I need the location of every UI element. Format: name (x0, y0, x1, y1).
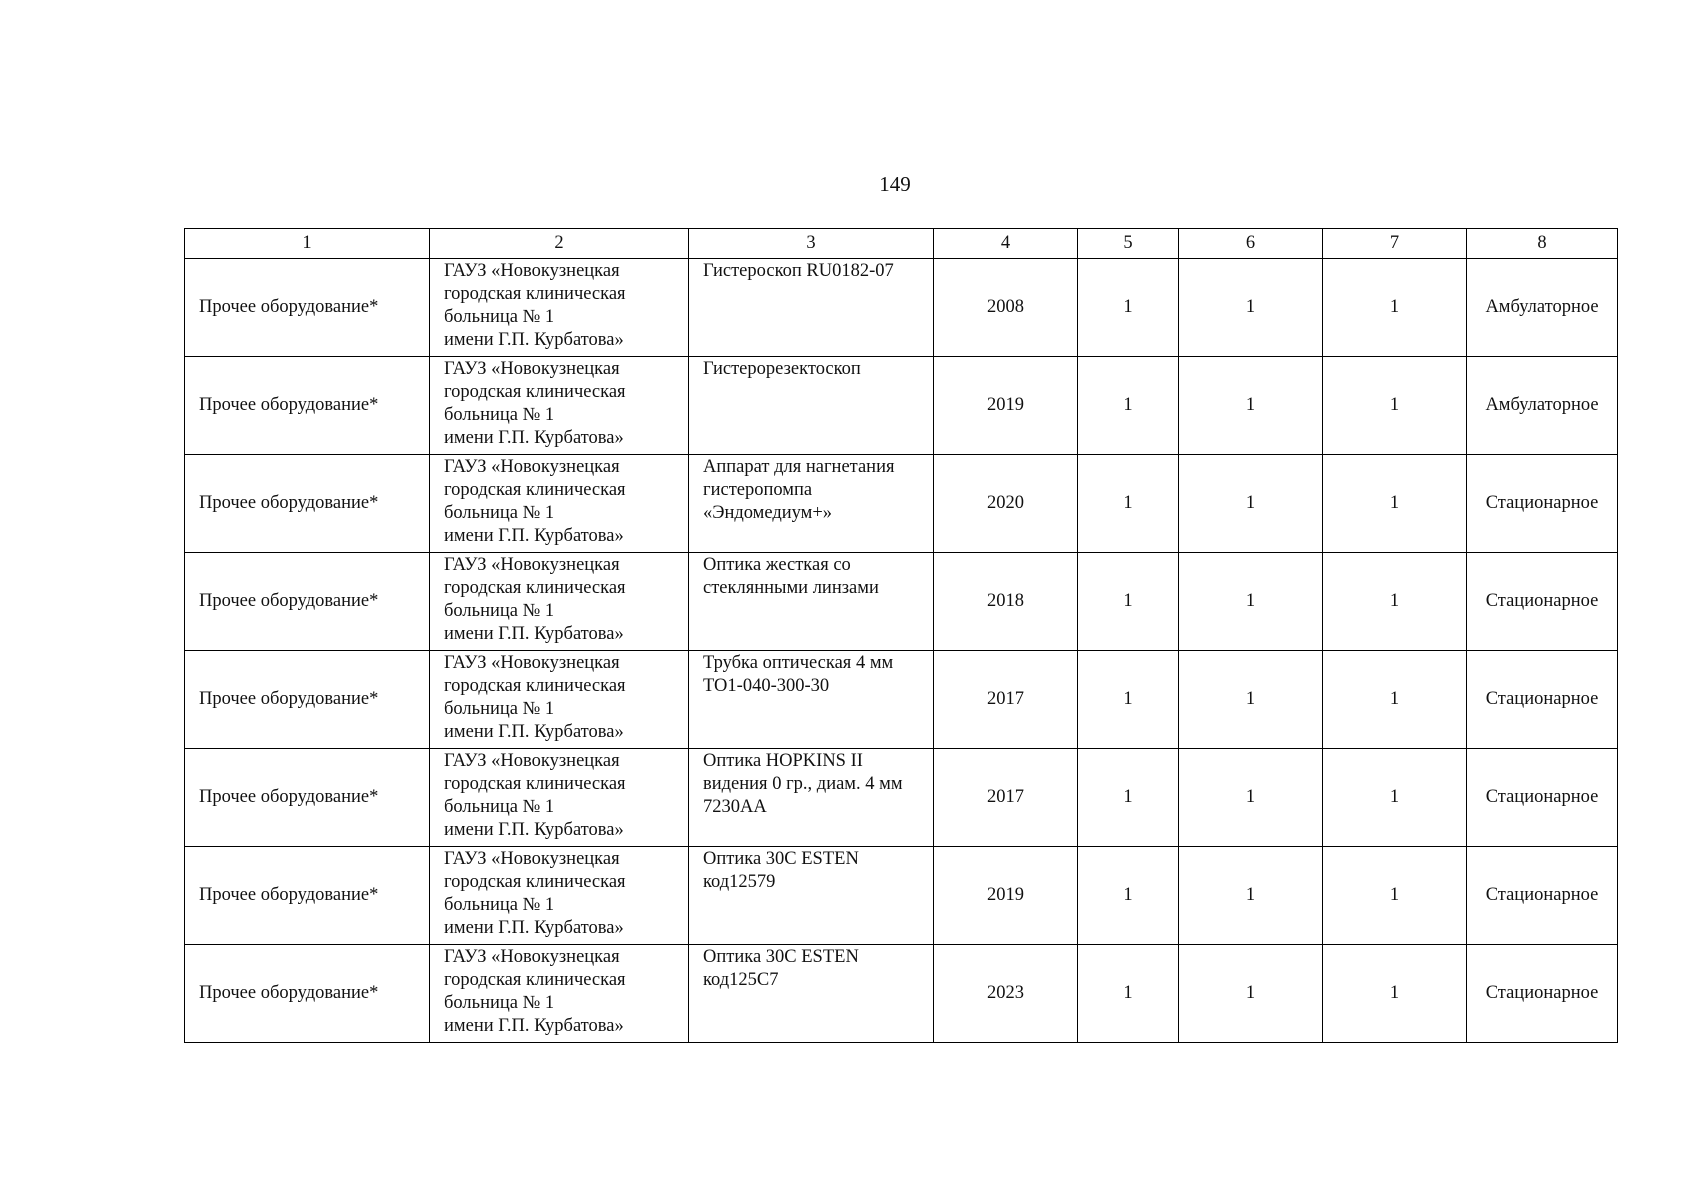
quantity-cell: 1 (1323, 945, 1467, 1043)
care-mode-cell: Стационарное (1467, 455, 1618, 553)
table-header-row (185, 229, 1618, 259)
column-header: 1 (185, 229, 430, 259)
equipment-type-cell: Прочее оборудование* (185, 651, 430, 749)
care-mode-cell: Стационарное (1467, 553, 1618, 651)
quantity-cell: 1 (1179, 847, 1323, 945)
quantity-cell: 1 (1323, 749, 1467, 847)
care-mode-cell: Амбулаторное (1467, 357, 1618, 455)
device-name-cell: Оптика 30С ESTEN код12579 (689, 847, 934, 945)
column-header: 8 (1467, 229, 1618, 259)
organization-cell: ГАУЗ «Новокузнецкая городская клиническая больница № 1 имени Г.П. Курбатова» (430, 259, 689, 357)
care-mode-cell: Стационарное (1467, 847, 1618, 945)
equipment-type-cell: Прочее оборудование* (185, 455, 430, 553)
quantity-cell: 1 (1078, 553, 1179, 651)
table-row (185, 455, 1618, 553)
quantity-cell: 1 (1179, 651, 1323, 749)
quantity-cell: 1 (1078, 259, 1179, 357)
organization-cell: ГАУЗ «Новокузнецкая городская клиническая больница № 1 имени Г.П. Курбатова» (430, 749, 689, 847)
organization-cell: ГАУЗ «Новокузнецкая городская клиническая больница № 1 имени Г.П. Курбатова» (430, 847, 689, 945)
quantity-cell: 1 (1323, 259, 1467, 357)
equipment-type-cell: Прочее оборудование* (185, 749, 430, 847)
equipment-type-cell: Прочее оборудование* (185, 847, 430, 945)
year-cell: 2019 (934, 357, 1078, 455)
quantity-cell: 1 (1078, 651, 1179, 749)
column-header: 7 (1323, 229, 1467, 259)
organization-cell: ГАУЗ «Новокузнецкая городская клиническая больница № 1 имени Г.П. Курбатова» (430, 945, 689, 1043)
care-mode-cell: Стационарное (1467, 749, 1618, 847)
year-cell: 2020 (934, 455, 1078, 553)
page-number: 149 (879, 172, 911, 196)
table-row (185, 553, 1618, 651)
year-cell: 2023 (934, 945, 1078, 1043)
quantity-cell: 1 (1078, 749, 1179, 847)
column-header: 2 (430, 229, 689, 259)
table-row (185, 651, 1618, 749)
organization-cell: ГАУЗ «Новокузнецкая городская клиническая больница № 1 имени Г.П. Курбатова» (430, 553, 689, 651)
table-row (185, 847, 1618, 945)
quantity-cell: 1 (1323, 651, 1467, 749)
quantity-cell: 1 (1179, 455, 1323, 553)
quantity-cell: 1 (1078, 357, 1179, 455)
quantity-cell: 1 (1179, 357, 1323, 455)
table-row (185, 357, 1618, 455)
column-header: 5 (1078, 229, 1179, 259)
organization-cell: ГАУЗ «Новокузнецкая городская клиническая больница № 1 имени Г.П. Курбатова» (430, 455, 689, 553)
care-mode-cell: Амбулаторное (1467, 259, 1618, 357)
device-name-cell: Гистерорезектоскоп (689, 357, 934, 455)
device-name-cell: Трубка оптическая 4 мм ТО1-040-300-30 (689, 651, 934, 749)
column-header: 4 (934, 229, 1078, 259)
quantity-cell: 1 (1078, 945, 1179, 1043)
year-cell: 2017 (934, 651, 1078, 749)
device-name-cell: Оптика 30С ESTEN код125С7 (689, 945, 934, 1043)
quantity-cell: 1 (1179, 259, 1323, 357)
equipment-type-cell: Прочее оборудование* (185, 553, 430, 651)
quantity-cell: 1 (1323, 357, 1467, 455)
table-row (185, 945, 1618, 1043)
device-name-cell: Оптика жесткая со стеклянными линзами (689, 553, 934, 651)
table-row (185, 749, 1618, 847)
quantity-cell: 1 (1179, 553, 1323, 651)
year-cell: 2017 (934, 749, 1078, 847)
quantity-cell: 1 (1323, 553, 1467, 651)
equipment-type-cell: Прочее оборудование* (185, 945, 430, 1043)
year-cell: 2018 (934, 553, 1078, 651)
equipment-table (184, 228, 1618, 1043)
equipment-type-cell: Прочее оборудование* (185, 357, 430, 455)
year-cell: 2008 (934, 259, 1078, 357)
device-name-cell: Аппарат для нагнетания гистеропомпа «Эндомедиум+» (689, 455, 934, 553)
quantity-cell: 1 (1078, 847, 1179, 945)
quantity-cell: 1 (1179, 749, 1323, 847)
device-name-cell: Гистероскоп RU0182-07 (689, 259, 934, 357)
quantity-cell: 1 (1323, 455, 1467, 553)
device-name-cell: Оптика HOPKINS II видения 0 гр., диам. 4 мм 7230АА (689, 749, 934, 847)
quantity-cell: 1 (1179, 945, 1323, 1043)
care-mode-cell: Стационарное (1467, 651, 1618, 749)
year-cell: 2019 (934, 847, 1078, 945)
column-header: 3 (689, 229, 934, 259)
column-header: 6 (1179, 229, 1323, 259)
organization-cell: ГАУЗ «Новокузнецкая городская клиническая больница № 1 имени Г.П. Курбатова» (430, 357, 689, 455)
quantity-cell: 1 (1323, 847, 1467, 945)
care-mode-cell: Стационарное (1467, 945, 1618, 1043)
organization-cell: ГАУЗ «Новокузнецкая городская клиническая больница № 1 имени Г.П. Курбатова» (430, 651, 689, 749)
table-row (185, 259, 1618, 357)
quantity-cell: 1 (1078, 455, 1179, 553)
equipment-type-cell: Прочее оборудование* (185, 259, 430, 357)
